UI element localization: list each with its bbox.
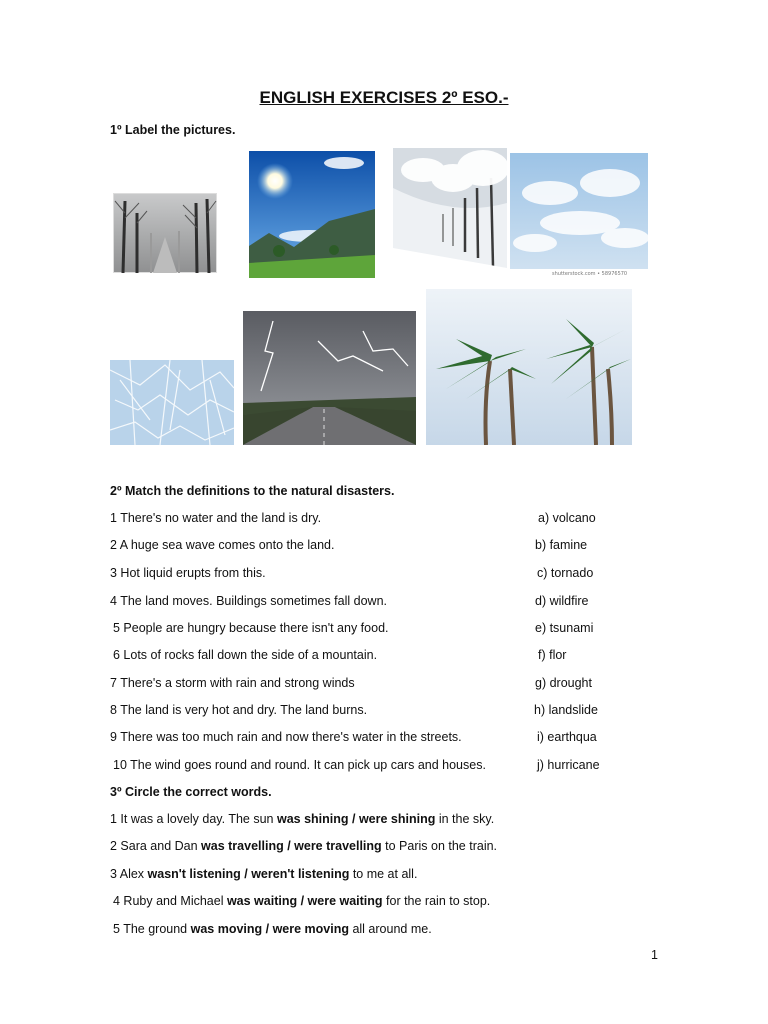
definition-item: 4 The land moves. Buildings sometimes fall down. [110, 594, 387, 608]
exercise-3-heading: 3º Circle the correct words. [110, 785, 272, 799]
ice-picture [110, 360, 234, 445]
definition-item: 1 There's no water and the land is dry. [110, 511, 322, 525]
sentence-text: all around me. [348, 922, 432, 936]
sentence-choice[interactable]: was travelling / were travelling [201, 839, 382, 853]
sentence-choice[interactable]: was shining / were shining [277, 812, 436, 826]
exercise-1-heading: 1º Label the pictures. [110, 123, 236, 137]
sentence-text: 3 Alex [110, 867, 148, 881]
sentence-text: in the sky. [435, 812, 495, 826]
sentence-text: for the rain to stop. [382, 894, 491, 908]
definition-item: 9 There was too much rain and now there's water in the streets. [110, 730, 462, 744]
definition-item: 6 Lots of rocks fall down the side of a mountain. [113, 648, 378, 662]
disaster-option: j) hurricane [537, 758, 600, 772]
sentence-item [110, 867, 417, 881]
sentence-item [110, 812, 494, 826]
definition-item: 10 The wind goes round and round. It can pick up cars and houses. [113, 758, 486, 772]
disaster-option: e) tsunami [535, 621, 594, 635]
page-title: ENGLISH EXERCISES 2º ESO.- [259, 88, 509, 107]
sentence-item [110, 839, 497, 853]
sentence-choice[interactable]: was moving / were moving [190, 922, 349, 936]
sentence-item [113, 922, 432, 936]
page-number: 1 [651, 948, 658, 962]
disaster-option: f) flor [538, 648, 567, 662]
definition-item: 5 People are hungry because there isn't any food. [113, 621, 389, 635]
sentence-text: to me at all. [349, 867, 418, 881]
sunny-picture [249, 151, 375, 278]
sentence-text: 5 The ground [113, 922, 191, 936]
exercise-2-heading: 2º Match the definitions to the natural disasters. [110, 484, 395, 498]
definition-item: 3 Hot liquid erupts from this. [110, 566, 266, 580]
storm-picture [243, 311, 416, 445]
definition-item: 8 The land is very hot and dry. The land burns. [110, 703, 368, 717]
sentence-choice[interactable]: wasn't listening / weren't listening [147, 867, 350, 881]
sentence-choice[interactable]: was waiting / were waiting [226, 894, 383, 908]
disaster-option: d) wildfire [535, 594, 589, 608]
definition-item: 7 There's a storm with rain and strong winds [110, 676, 355, 690]
sentence-item [113, 894, 490, 908]
sentence-text: 2 Sara and Dan [110, 839, 202, 853]
disaster-option: i) earthqua [537, 730, 597, 744]
windy-picture [426, 289, 632, 445]
disaster-option: g) drought [535, 676, 592, 690]
sentence-text: 1 It was a lovely day. The sun [110, 812, 277, 826]
sentence-text: to Paris on the train. [381, 839, 498, 853]
fog-picture [113, 193, 217, 273]
definition-item: 2 A huge sea wave comes onto the land. [110, 538, 335, 552]
snow-picture [393, 148, 507, 278]
sentence-text: 4 Ruby and Michael [113, 894, 227, 908]
disaster-option: b) famine [535, 538, 588, 552]
cloudy-picture-caption: shutterstock.com • 58976570 [552, 271, 628, 277]
cloudy-picture [510, 153, 648, 277]
disaster-option: a) volcano [538, 511, 596, 525]
disaster-option: h) landslide [534, 703, 598, 717]
disaster-option: c) tornado [537, 566, 594, 580]
